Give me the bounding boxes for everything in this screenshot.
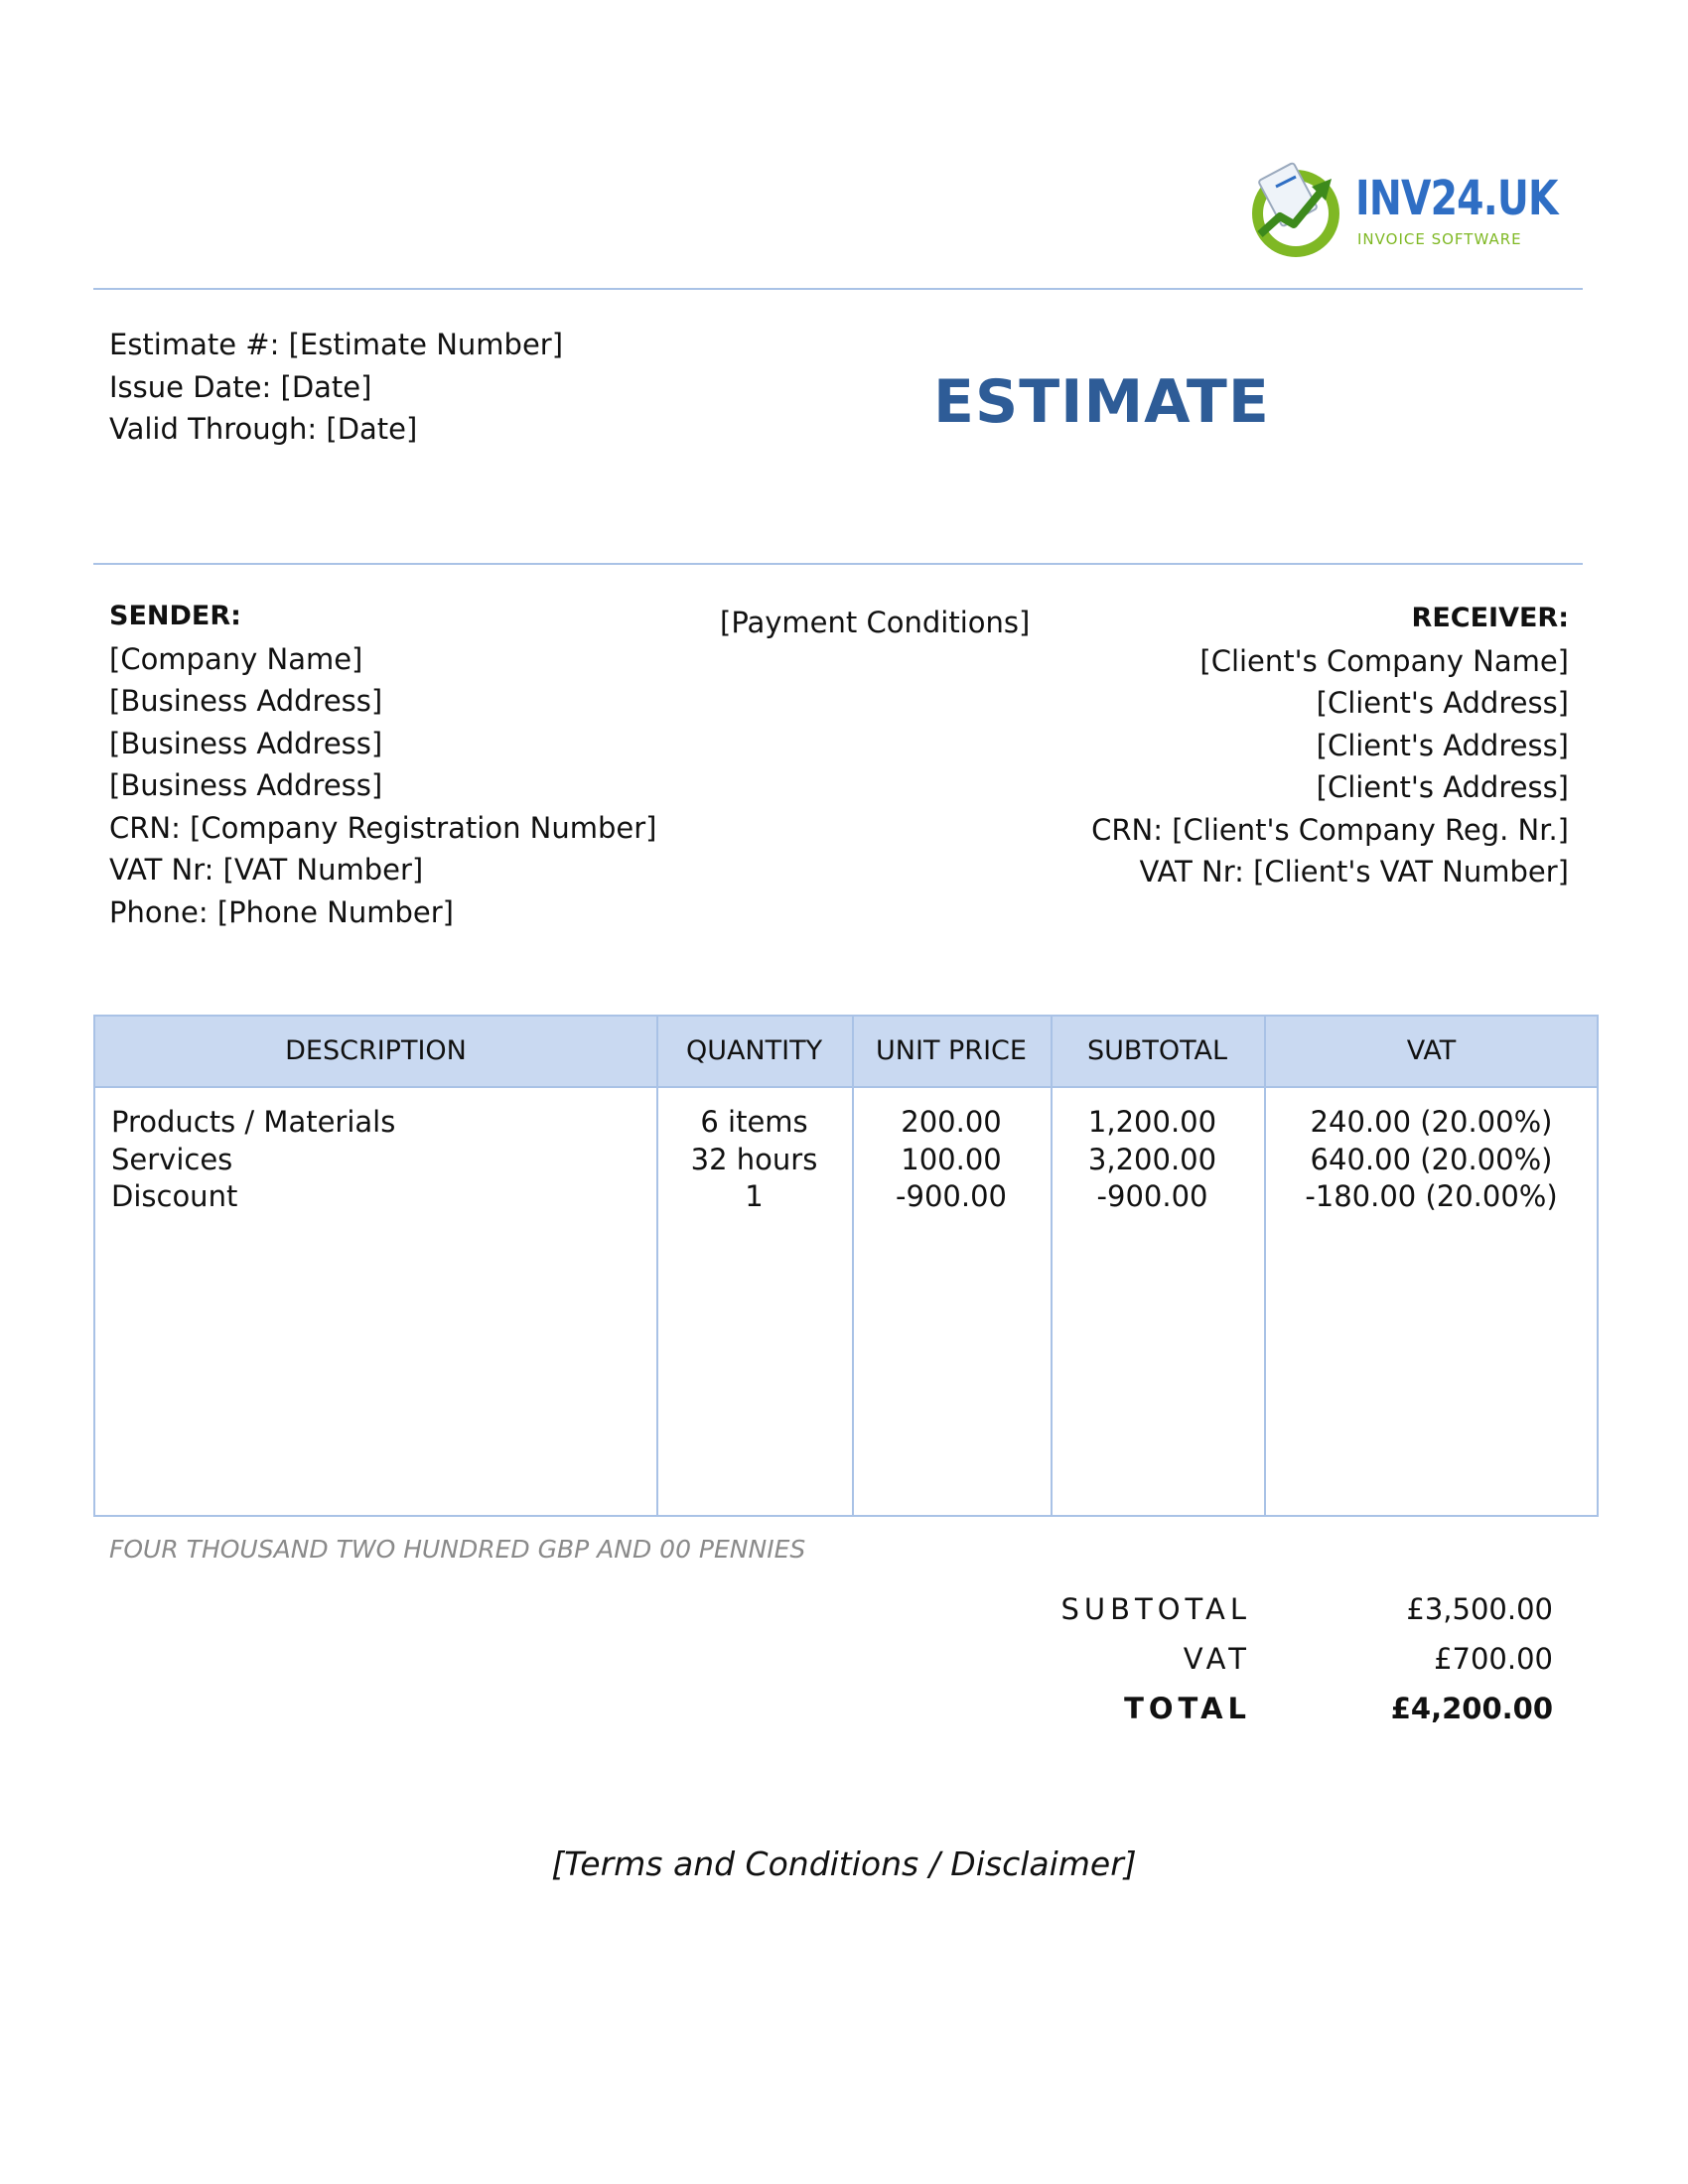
sender-block (109, 596, 656, 933)
total-label: TOTAL (1124, 1692, 1251, 1725)
row-quantity: 6 items (700, 1105, 808, 1139)
terms-and-conditions: [Terms and Conditions / Disclaimer] (551, 1844, 1137, 1883)
header-divider (93, 288, 1583, 290)
subtotal-label: SUBTOTAL (1060, 1592, 1251, 1626)
total-value: £4,200.00 (1390, 1692, 1553, 1725)
section-divider (93, 563, 1583, 565)
column-header-description: DESCRIPTION (285, 1035, 467, 1066)
subtotal-value: £3,500.00 (1406, 1592, 1553, 1626)
payment-conditions: [Payment Conditions] (720, 606, 1031, 639)
vat-value: £700.00 (1434, 1642, 1553, 1676)
receiver-line: [Client's Address] (1316, 686, 1569, 720)
estimate-number: Estimate #: [Estimate Number] (109, 328, 564, 361)
row-description: Services (111, 1142, 233, 1176)
sender-line: [Business Address] (109, 768, 383, 802)
receiver-line: VAT Nr: [Client's VAT Number] (1139, 855, 1569, 888)
receiver-line: CRN: [Client's Company Reg. Nr.] (1091, 812, 1569, 847)
table-cell-vat (1264, 1104, 1599, 1216)
table-cell-quantity (656, 1104, 852, 1216)
sender-line: VAT Nr: [VAT Number] (109, 853, 424, 887)
company-logo (1246, 159, 1558, 263)
sender-line: [Company Name] (109, 641, 363, 676)
table-cell-description (111, 1104, 395, 1216)
row-quantity: 32 hours (690, 1142, 818, 1176)
sender-line: Phone: [Phone Number] (109, 894, 454, 929)
column-header-unit-price: UNIT PRICE (876, 1035, 1027, 1066)
row-subtotal: -900.00 (1096, 1179, 1208, 1213)
vat-label: VAT (1183, 1642, 1251, 1676)
row-unit-price: 200.00 (901, 1105, 1002, 1139)
sender-line: [Business Address] (109, 726, 383, 760)
logo-emblem-icon (1246, 159, 1350, 263)
row-unit-price: -900.00 (896, 1179, 1007, 1213)
column-divider (1051, 1017, 1053, 1515)
row-subtotal: 1,200.00 (1087, 1105, 1217, 1139)
row-vat: -180.00 (20.00%) (1305, 1179, 1558, 1213)
issue-date: Issue Date: [Date] (109, 369, 372, 404)
table-cell-unit-price (852, 1104, 1051, 1216)
row-description: Products / Materials (111, 1105, 396, 1139)
row-unit-price: 100.00 (901, 1142, 1002, 1176)
row-subtotal: 3,200.00 (1087, 1142, 1217, 1176)
column-header-vat: VAT (1406, 1035, 1457, 1066)
column-header-subtotal: SUBTOTAL (1086, 1035, 1228, 1066)
row-vat: 240.00 (20.00%) (1310, 1105, 1553, 1139)
row-vat: 640.00 (20.00%) (1310, 1142, 1553, 1176)
valid-through-date: Valid Through: [Date] (109, 412, 418, 446)
row-quantity: 1 (745, 1179, 764, 1213)
receiver-line: [Client's Company Name] (1199, 643, 1569, 678)
column-divider (1264, 1017, 1266, 1515)
logo-wordmark: INV24.UK (1355, 171, 1558, 226)
receiver-block (1091, 598, 1569, 893)
row-description: Discount (111, 1179, 238, 1213)
receiver-line: [Client's Address] (1316, 770, 1569, 804)
column-divider (852, 1017, 854, 1515)
document-title: ESTIMATE (933, 367, 1270, 437)
sender-line: [Business Address] (109, 684, 383, 718)
receiver-line: [Client's Address] (1316, 728, 1569, 762)
table-cell-subtotal (1051, 1104, 1254, 1216)
logo-tagline: INVOICE SOFTWARE (1357, 230, 1522, 248)
estimate-meta (109, 324, 563, 451)
items-table (93, 1015, 1599, 1517)
sender-heading: SENDER: (109, 601, 241, 631)
column-header-quantity: QUANTITY (685, 1035, 823, 1066)
sender-line: CRN: [Company Registration Number] (109, 810, 657, 845)
receiver-heading: RECEIVER: (1411, 603, 1569, 633)
amount-in-words: FOUR THOUSAND TWO HUNDRED GBP AND 00 PENNIES (109, 1535, 806, 1564)
column-divider (656, 1017, 658, 1515)
